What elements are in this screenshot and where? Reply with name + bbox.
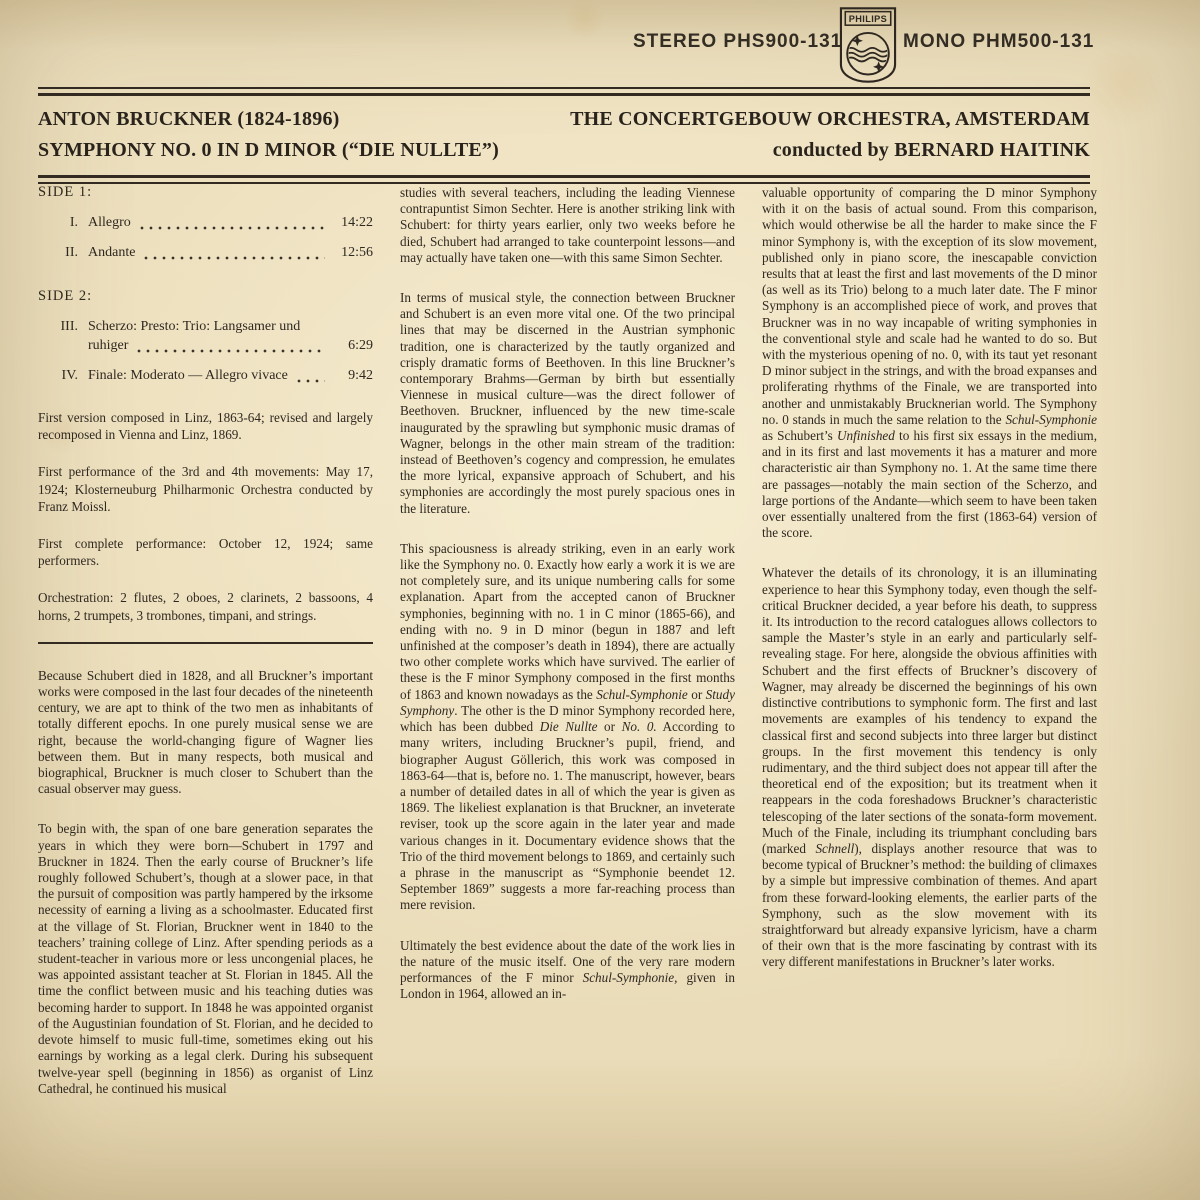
conductor-name: conducted by BERNARD HAITINK [772, 139, 1090, 161]
philips-logo-icon [839, 6, 897, 84]
track-row [38, 317, 373, 355]
composer-title: ANTON BRUCKNER (1824-1896) [38, 108, 340, 130]
track-row [38, 213, 373, 232]
mono-catalog-number: MONO PHM500-131 [903, 31, 1095, 52]
note-paragraph: First complete performance: October 12, 1924; same performers. [38, 536, 373, 569]
liner-notes-paragraph: In terms of musical style, the connection between Bruckner and Schubert is an even more vital one. Of the two principal lines that may be discerned in the Austrian symphonic tradition, one is characterized by the tautly organized and crisply dramatic forms of Beethoven. In this line Bruckner’s contemporary Brahms—German by birth but essentially Viennese in musical culture—was the direct follower of Beethoven. Bruckner, influenced by the new time-scale inaugurated by the sprawling but symphonic music dramas of Wagner, belongs in the other main stream of the tradition: instead of Beethoven’s cogency and compression, he emulates the more lyrical, expansive approach of Schubert, and his symphonies are accordingly the most purely spacious ones in the literature. [400, 290, 735, 516]
work-title: SYMPHONY NO. 0 IN D MINOR (“DIE NULLTE”) [38, 139, 499, 161]
liner-notes-paragraph: Because Schubert died in 1828, and all Bruckner’s important works were composed in the last four decades of the nineteenth century, we are apt to think of the two men as inhabitants of totally different epochs. In one purely musical sense we are right, because the world-changing figure of Wagner lies between them. But in many respects, both musical and biographical, Bruckner is much closer to Schubert than the casual observer may guess. [38, 667, 373, 797]
dot-leader [144, 256, 325, 260]
track-title: Andante [88, 245, 136, 260]
liner-notes-paragraph: Whatever the details of its chronology, it is an illuminating experience to hear this Symphony today, even though the self-critical Bruckner decided, a year before his death, to suppress it. Its introduction to the record catalogues allows collectors to sample the Master’s style in an early and particularly self-revealing stage. For here, alongside the obvious affinities with Schubert and the first effects of Bruckner’s discovery of Wagner, may already be discerned the beginnings of his own distinctive contributions to symphonic form. The first and last movements are examples of his tendency to expand the classical first and second subjects into three larger but distinct groups. In the first movement this tendency is only rudimentary, and the third subject does not appear till after the theoretical end of the exposition; but its treatment when it reappears in the coda foreshadows Bruckner’s characteristic telescoping of the later sections of the sonata-form movement. Much of the Finale, including its triumphant concluding bars (marked Schnell), displays another resource that was to become typical of Bruckner’s method: the building of climaxes by a simple but impressive combination of themes. And apart from these forward-looking elements, the earlier parts of the Symphony, such as the slow movement with its straightforward but already expansive lyricism, have a charm of their own that is the more fascinating by contrast with its very different manifestations in Bruckner’s later works. [762, 565, 1097, 970]
side1-label: SIDE 1: [38, 184, 93, 200]
track-time: 14:22 [341, 215, 373, 230]
note-paragraph: First performance of the 3rd and 4th movements: May 17, 1924; Klosterneuburg Philharmonic Orchestra conducted by Franz Moissl. [38, 464, 373, 514]
track-time: 12:56 [341, 245, 373, 260]
right-column [762, 180, 1097, 971]
track-time: 9:42 [348, 368, 373, 383]
middle-column [400, 180, 735, 1002]
track-numeral: II. [65, 245, 78, 260]
track-numeral: IV. [61, 368, 78, 383]
column-divider-rule [38, 642, 373, 644]
track-title: Finale: Moderato — Allegro vivace [88, 368, 288, 383]
track-numeral: III. [60, 319, 78, 334]
logo-waves-icon [846, 48, 889, 62]
side2-label: SIDE 2: [38, 288, 93, 304]
dot-leader [137, 349, 325, 353]
note-paragraph: Orchestration: 2 flutes, 2 oboes, 2 clarinets, 2 bassoons, 4 horns, 2 trumpets, 3 trombones, timpani, and strings. [38, 590, 373, 623]
liner-notes-paragraph: Ultimately the best evidence about the date of the work lies in the nature of the music itself. One of the very rare modern performances of the F minor Schul-Symphonie, given in London in 1964, allowed an in- [400, 937, 735, 1002]
title-block [38, 87, 1090, 184]
note-paragraph: First version composed in Linz, 1863-64; revised and largely recomposed in Vienna and Linz, 1869. [38, 410, 373, 443]
stereo-catalog-number: STEREO PHS900-131 [633, 31, 843, 52]
liner-notes-paragraph: This spaciousness is already striking, even in an early work like the Symphony no. 0. Exactly how early a work it is we are not completely sure, and its unique numbering calls for some explanation. Apart from the accepted canon of Bruckner symphonies, beginning with no. 1 in C minor (1865-66), and ending with no. 9 in D minor (begun in 1887 and left unfinished at the composer’s death in 1894), there are actually two other complete works which have survived. The earlier of these is the F minor Symphony composed in the first months of 1863 and known nowadays as the Schul-Symphonie or Study Symphony. The other is the D minor Symphony recorded here, which has been dubbed Die Nullte or No. 0. According to many writers, including Bruckner’s pupil, friend, and biographer August Göllerich, this work was composed in 1863-64—that is, before no. 1. The manuscript, however, bears a number of detailed dates in all of which the year is given as 1869. The likeliest explanation is that Bruckner, an inveterate reviser, took up the score again in the later year and made various changes in it. Documentary evidence shows that the Trio of the third movement belongs to 1869, and certainly such a phrase in the manuscript as “Symphonie beendet 12. September 1869” suggests a more far-reaching process than mere revision. [400, 540, 735, 913]
track-title: Allegro [88, 215, 131, 230]
track-title-continued: ruhiger [88, 338, 129, 353]
left-column [38, 180, 373, 1097]
track-row [38, 243, 373, 262]
track-row [38, 366, 373, 385]
header-top-rule [38, 87, 1090, 96]
philips-logo-text: PHILIPS [848, 13, 888, 24]
dot-leader [140, 226, 325, 230]
liner-notes-paragraph: studies with several teachers, including the leading Viennese contrapuntist Simon Sechter. Here is another striking link with Schubert: for thirty years earlier, only two weeks before he died, Schubert had arranged to take counterpoint lessons—and may actually have taken one—with this same Simon Sechter. [400, 185, 735, 265]
liner-notes-paragraph: To begin with, the span of one bare generation separates the years in which they were born—Schubert in 1797 and Bruckner in 1824. Then the early course of Bruckner’s life roughly followed Schubert’s, though at a slower pace, in that the pursuit of composition was partly hampered by the irksome necessity of earning a living as a schoolmaster. Educated first at the village of St. Florian, Bruckner went in 1840 to the teachers’ training college of Linz. After spending periods as a student-teacher in various more or less uncongenial places, he was appointed assistant teacher at St. Florian in 1845. All the time the conflict between music and his teaching duties was becoming harder to support. In 1848 he was appointed organist of the Augustinian foundation of St. Florian, and he decided to devote himself to music full-time, sometimes eking out his earnings by working as a legal clerk. During his subsequent twelve-year spell (beginning in 1856) as organist of Linz Cathedral, he continued his musical [38, 821, 373, 1096]
orchestra-name: THE CONCERTGEBOUW ORCHESTRA, AMSTERDAM [570, 108, 1090, 130]
track-title: Scherzo: Presto: Trio: Langsamer und [88, 319, 301, 334]
dot-leader [297, 379, 325, 383]
track-numeral: I. [69, 215, 78, 230]
liner-notes-paragraph: valuable opportunity of comparing the D minor Symphony with it on the basis of actual sound. From this comparison, which would otherwise be all the harder to make since the F minor Symphony is, with the exception of its slow movement, published only in piano score, the inescapable conviction results that at least the first and last movements of the D minor (as well as its Trio) belong to a much later date. The F minor Symphony is an accomplished piece of work, and proves that Bruckner was in no way incapable of writing symphonies in the conventional style and scale had he wanted to do so. But with the mysterious opening of no. 0, with its taut yet resonant D minor subject in the strings, and with the broad expanses and proliferating rhythms of the Finale, we are transported into another and unmistakably Brucknerian world. The Symphony no. 0 stands in much the same relation to the Schul-Symphonie as Schubert’s Unfinished to his first six essays in the medium, and in its first and last movements it has a maturer and more characteristic air than Symphony no. 1. At the same time there are passages—notably the main section of the Scherzo, and large portions of the Andante—which seem to have been taken over essentially unaltered from the first (1863-64) version of the score. [762, 185, 1097, 541]
track-time: 6:29 [348, 338, 373, 353]
